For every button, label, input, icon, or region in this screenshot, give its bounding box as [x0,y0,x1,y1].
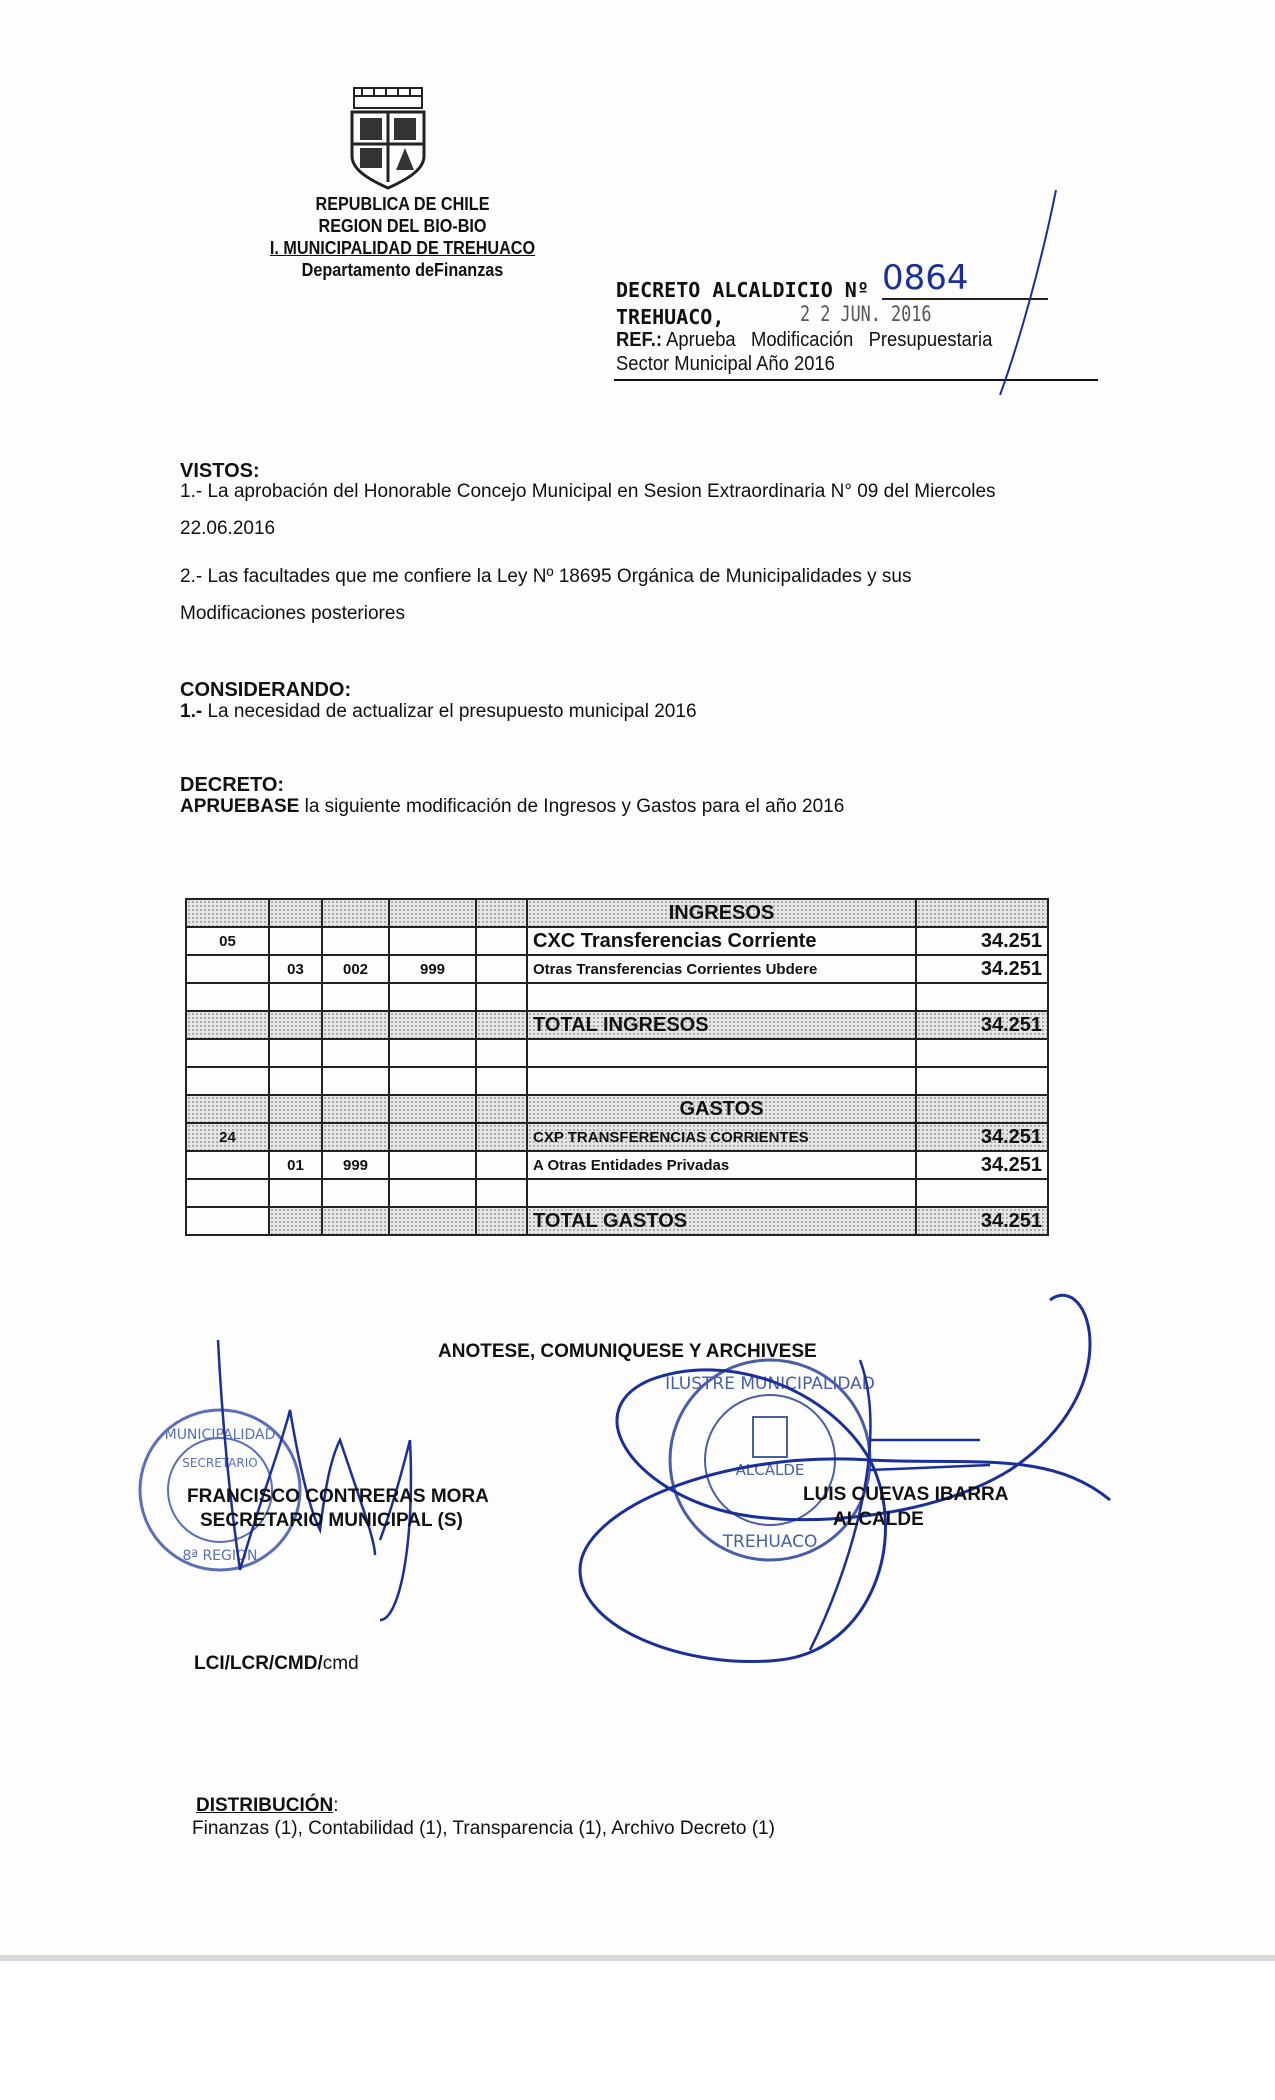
svg-text:TREHUACO: TREHUACO [722,1532,818,1552]
svg-text:SECRETARIO: SECRETARIO [182,1456,258,1470]
considerando-item [180,701,697,723]
table-row [186,927,1048,955]
distribution-title-line [196,1795,339,1817]
left-signer-name: FRANCISCO CONTRERAS MORA [187,1486,489,1507]
distribution-list: Finanzas (1), Contabilidad (1), Transparencia (1), Archivo Decreto (1) [192,1818,775,1839]
cell-subasig: 999 [389,955,476,983]
cell-subtitulo: 24 [186,1123,269,1151]
cell-amount: 34.251 [916,955,1048,983]
cell-item: 01 [269,1151,322,1179]
svg-text:ILUSTRE MUNICIPALIDAD: ILUSTRE MUNICIPALIDAD [665,1374,875,1394]
ref-label: REF.: [616,329,662,351]
decreto-title: DECRETO: [180,774,285,796]
svg-text:MUNICIPALIDAD: MUNICIPALIDAD [164,1427,276,1443]
decreto-body: la siguiente modificación de Ingresos y Gastos para el año 2016 [299,796,845,817]
vistos-item-1-date: 22.06.2016 [180,518,276,539]
table-row-ingresos-header [186,899,1048,927]
total-gastos-amount: 34.251 [916,1207,1048,1235]
table-row-total-gastos [186,1207,1048,1235]
left-handwritten-signature [200,1340,500,1620]
coat-of-arms-logo [348,86,428,190]
budget-table [185,898,1049,1236]
signature-stroke-decree [990,190,1050,400]
right-handwritten-signature [570,1290,1130,1670]
table-row [186,1151,1048,1179]
total-ingresos-label: TOTAL INGRESOS [527,1011,916,1039]
table-row-empty [186,983,1048,1011]
total-ingresos-amount: 34.251 [916,1011,1048,1039]
ref-line [616,329,992,352]
vistos-item-1: 1.- La aprobación del Honorable Concejo Municipal en Sesion Extraordinaria N° 09 del Miercoles [180,481,996,502]
cell-amount: 34.251 [916,927,1048,955]
vistos-item-2: 2.- Las facultades que me confiere la Ley Nº 18695 Orgánica de Municipalidades y sus [180,566,912,587]
decree-place: TREHUACO, [616,305,725,329]
left-signer-title: SECRETARIO MUNICIPAL (S) [200,1510,463,1531]
decreto-text [180,796,844,818]
initials-rest: cmd [322,1653,359,1674]
cell-desc: CXC Transferencias Corriente [527,927,916,955]
table-row-total-ingresos [186,1011,1048,1039]
header-line-region: REGION DEL BIO-BIO [318,216,487,236]
date-stamp: 2 2 JUN. 2016 [800,302,932,326]
cell-item: 03 [269,955,322,983]
considerando-text: La necesidad de actualizar el presupuesto municipal 2016 [202,701,697,722]
decreto-bold: APRUEBASE [180,796,300,817]
cell-asig: 999 [322,1151,389,1179]
cell-amount: 34.251 [916,1151,1048,1179]
cell-asig: 002 [322,955,389,983]
table-row-empty [186,1067,1048,1095]
closing-text: ANOTESE, COMUNIQUESE Y ARCHIVESE [438,1341,817,1362]
total-gastos-label: TOTAL GASTOS [527,1207,916,1235]
svg-text:ALCALDE: ALCALDE [735,1461,805,1479]
table-row-gastos-header [186,1095,1048,1123]
table-row [186,955,1048,983]
ref-text: Aprueba Modificación Presupuestaria [666,329,993,351]
initials [194,1653,359,1675]
right-signer-title: ALCALDE [833,1509,924,1530]
distribution-colon: : [333,1795,339,1816]
decree-number: 0864 [882,258,1048,300]
header-line-department: Departamento deFinanzas [301,260,504,280]
considerando-num: 1.- [180,701,203,722]
right-signer-name: LUIS CUEVAS IBARRA [803,1484,1009,1505]
initials-bold: LCI/LCR/CMD/ [194,1653,323,1674]
header-line-republic: REPUBLICA DE CHILE [315,194,490,214]
table-row [186,1123,1048,1151]
cell-amount: 34.251 [916,1123,1048,1151]
header-line-municipality: I. MUNICIPALIDAD DE TREHUACO [269,238,536,258]
decree-label: DECRETO ALCALDICIO Nº [616,278,869,302]
table-row-empty [186,1179,1048,1207]
cell-desc: CXP TRANSFERENCIAS CORRIENTES [527,1123,916,1151]
vistos-item-2-cont: Modificaciones posteriores [180,603,405,624]
gastos-title: GASTOS [527,1095,916,1123]
ref-text-2: Sector Municipal Año 2016 [616,353,835,375]
cell-desc: A Otras Entidades Privadas [527,1151,916,1179]
considerando-title: CONSIDERANDO: [180,679,352,701]
table-row-empty [186,1039,1048,1067]
cell-desc: Otras Transferencias Corrientes Ubdere [527,955,916,983]
cell-subtitulo: 05 [186,927,269,955]
distribution-title: DISTRIBUCIÓN [196,1795,334,1816]
svg-text:8ª REGION: 8ª REGION [182,1548,258,1564]
vistos-title: VISTOS: [180,460,260,482]
ingresos-title: INGRESOS [527,899,916,927]
